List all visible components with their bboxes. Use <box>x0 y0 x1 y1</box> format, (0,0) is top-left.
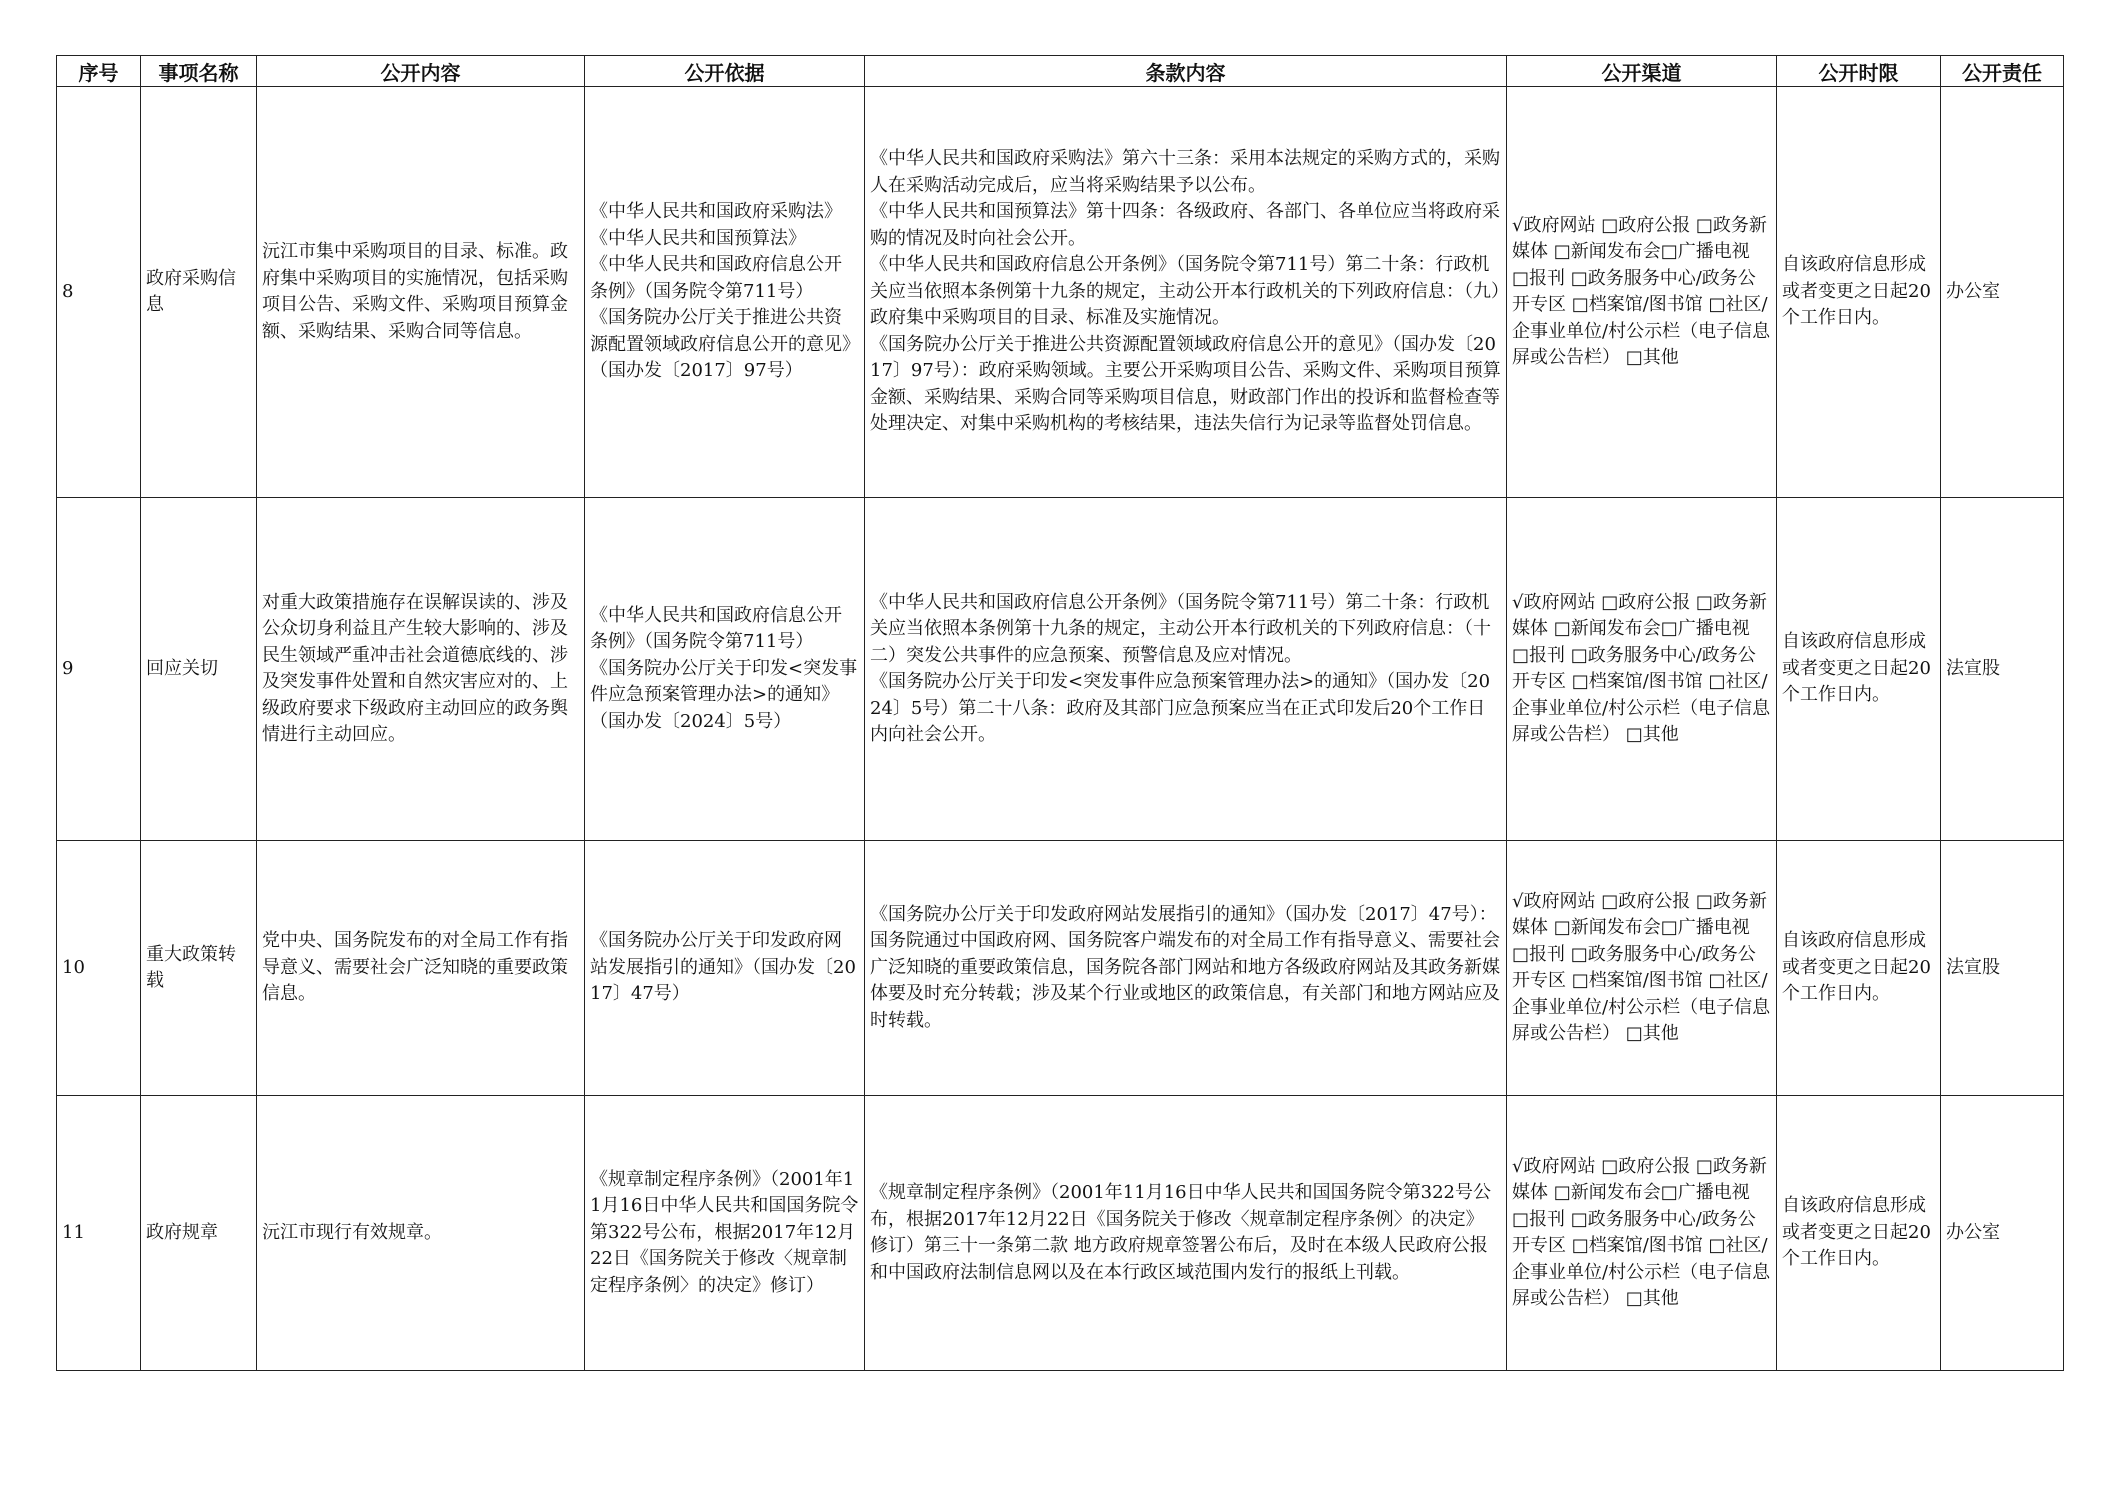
row-deadline: 自该政府信息形成或者变更之日起20个工作日内。 <box>1777 1096 1941 1371</box>
header-row <box>57 56 2064 87</box>
row-no: 9 <box>57 498 141 841</box>
row-channel: √政府网站 □政府公报 □政务新媒体 □新闻发布会□广播电视 □报刊 □政务服务中心/政务公开专区 □档案馆/图书馆 □社区/企事业单位/村公示栏（电子信息屏或公告栏） □其他 <box>1507 841 1777 1096</box>
row-basis: 《国务院办公厅关于印发政府网站发展指引的通知》（国办发〔2017〕47号） <box>585 841 865 1096</box>
header-clause: 条款内容 <box>865 56 1507 87</box>
row-channel: √政府网站 □政府公报 □政务新媒体 □新闻发布会□广播电视 □报刊 □政务服务中心/政务公开专区 □档案馆/图书馆 □社区/企事业单位/村公示栏（电子信息屏或公告栏） □其他 <box>1507 87 1777 498</box>
row-content: 沅江市现行有效规章。 <box>257 1096 585 1371</box>
row-duty: 法宣股 <box>1941 841 2064 1096</box>
header-basis: 公开依据 <box>585 56 865 87</box>
row-basis: 《规章制定程序条例》（2001年11月16日中华人民共和国国务院令第322号公布，根据2017年12月22日《国务院关于修改〈规章制定程序条例〉的决定》修订） <box>585 1096 865 1371</box>
row-clause: 《中华人民共和国政府采购法》第六十三条：采用本法规定的采购方式的，采购人在采购活动完成后，应当将采购结果予以公布。 《中华人民共和国预算法》第十四条：各级政府、各部门、各单位应当将政府采购的情况及时向社会公开。 《中华人民共和国政府信息公开条例》（国务院令第711号）第二十条：行政机关应当依照本条例第十九条的规定，主动公开本行政机关的下列政府信息：（九）政府集中采购项目的目录、标准及实施情况。 《国务院办公厅关于推进公共资源配置领域政府信息公开的意见》（国办发〔2017〕97号）：政府采购领域。主要公开采购项目公告、采购文件、采购项目预算金额、采购结果、采购合同等采购项目信息，财政部门作出的投诉和监督检查等处理决定、对集中采购机构的考核结果，违法失信行为记录等监督处罚信息。 <box>865 87 1507 498</box>
row-duty: 法宣股 <box>1941 498 2064 841</box>
table-row <box>57 1096 2064 1371</box>
row-deadline: 自该政府信息形成或者变更之日起20个工作日内。 <box>1777 498 1941 841</box>
disclosure-table <box>56 55 2064 1371</box>
table-row <box>57 498 2064 841</box>
row-item-name: 政府采购信息 <box>141 87 257 498</box>
row-item-name: 回应关切 <box>141 498 257 841</box>
header-duty: 公开责任 <box>1941 56 2064 87</box>
row-duty: 办公室 <box>1941 87 2064 498</box>
header-content: 公开内容 <box>257 56 585 87</box>
row-no: 8 <box>57 87 141 498</box>
row-clause: 《国务院办公厅关于印发政府网站发展指引的通知》（国办发〔2017〕47号）：国务院通过中国政府网、国务院客户端发布的对全局工作有指导意义、需要社会广泛知晓的重要政策信息，国务院各部门网站和地方各级政府网站及其政务新媒体要及时充分转载；涉及某个行业或地区的政策信息，有关部门和地方网站应及时转载。 <box>865 841 1507 1096</box>
row-content: 对重大政策措施存在误解误读的、涉及公众切身利益且产生较大影响的、涉及民生领域严重冲击社会道德底线的、涉及突发事件处置和自然灾害应对的、上级政府要求下级政府主动回应的政务舆情进行主动回应。 <box>257 498 585 841</box>
row-no: 10 <box>57 841 141 1096</box>
row-clause: 《规章制定程序条例》（2001年11月16日中华人民共和国国务院令第322号公布，根据2017年12月22日《国务院关于修改〈规章制定程序条例〉的决定》修订）第三十一条第二款 地方政府规章签署公布后，及时在本级人民政府公报和中国政府法制信息网以及在本行政区域范围内发行的报纸上刊载。 <box>865 1096 1507 1371</box>
row-content: 沅江市集中采购项目的目录、标准。政府集中采购项目的实施情况，包括采购项目公告、采购文件、采购项目预算金额、采购结果、采购合同等信息。 <box>257 87 585 498</box>
header-item-name: 事项名称 <box>141 56 257 87</box>
row-item-name: 重大政策转载 <box>141 841 257 1096</box>
header-deadline: 公开时限 <box>1777 56 1941 87</box>
row-channel: √政府网站 □政府公报 □政务新媒体 □新闻发布会□广播电视 □报刊 □政务服务中心/政务公开专区 □档案馆/图书馆 □社区/企事业单位/村公示栏（电子信息屏或公告栏） □其他 <box>1507 498 1777 841</box>
table-row <box>57 841 2064 1096</box>
row-duty: 办公室 <box>1941 1096 2064 1371</box>
row-channel: √政府网站 □政府公报 □政务新媒体 □新闻发布会□广播电视 □报刊 □政务服务中心/政务公开专区 □档案馆/图书馆 □社区/企事业单位/村公示栏（电子信息屏或公告栏） □其他 <box>1507 1096 1777 1371</box>
row-deadline: 自该政府信息形成或者变更之日起20个工作日内。 <box>1777 87 1941 498</box>
row-deadline: 自该政府信息形成或者变更之日起20个工作日内。 <box>1777 841 1941 1096</box>
row-clause: 《中华人民共和国政府信息公开条例》（国务院令第711号）第二十条：行政机关应当依照本条例第十九条的规定，主动公开本行政机关的下列政府信息：（十二）突发公共事件的应急预案、预警信息及应对情况。 《国务院办公厅关于印发<突发事件应急预案管理办法>的通知》（国办发〔2024〕5号）第二十八条：政府及其部门应急预案应当在正式印发后20个工作日内向社会公开。 <box>865 498 1507 841</box>
row-basis: 《中华人民共和国政府采购法》 《中华人民共和国预算法》 《中华人民共和国政府信息公开条例》（国务院令第711号） 《国务院办公厅关于推进公共资源配置领域政府信息公开的意见》（国办发〔2017〕97号） <box>585 87 865 498</box>
table-row <box>57 87 2064 498</box>
row-content: 党中央、国务院发布的对全局工作有指导意义、需要社会广泛知晓的重要政策信息。 <box>257 841 585 1096</box>
row-no: 11 <box>57 1096 141 1371</box>
header-no: 序号 <box>57 56 141 87</box>
header-channel: 公开渠道 <box>1507 56 1777 87</box>
row-item-name: 政府规章 <box>141 1096 257 1371</box>
row-basis: 《中华人民共和国政府信息公开条例》（国务院令第711号） 《国务院办公厅关于印发<突发事件应急预案管理办法>的通知》（国办发〔2024〕5号） <box>585 498 865 841</box>
